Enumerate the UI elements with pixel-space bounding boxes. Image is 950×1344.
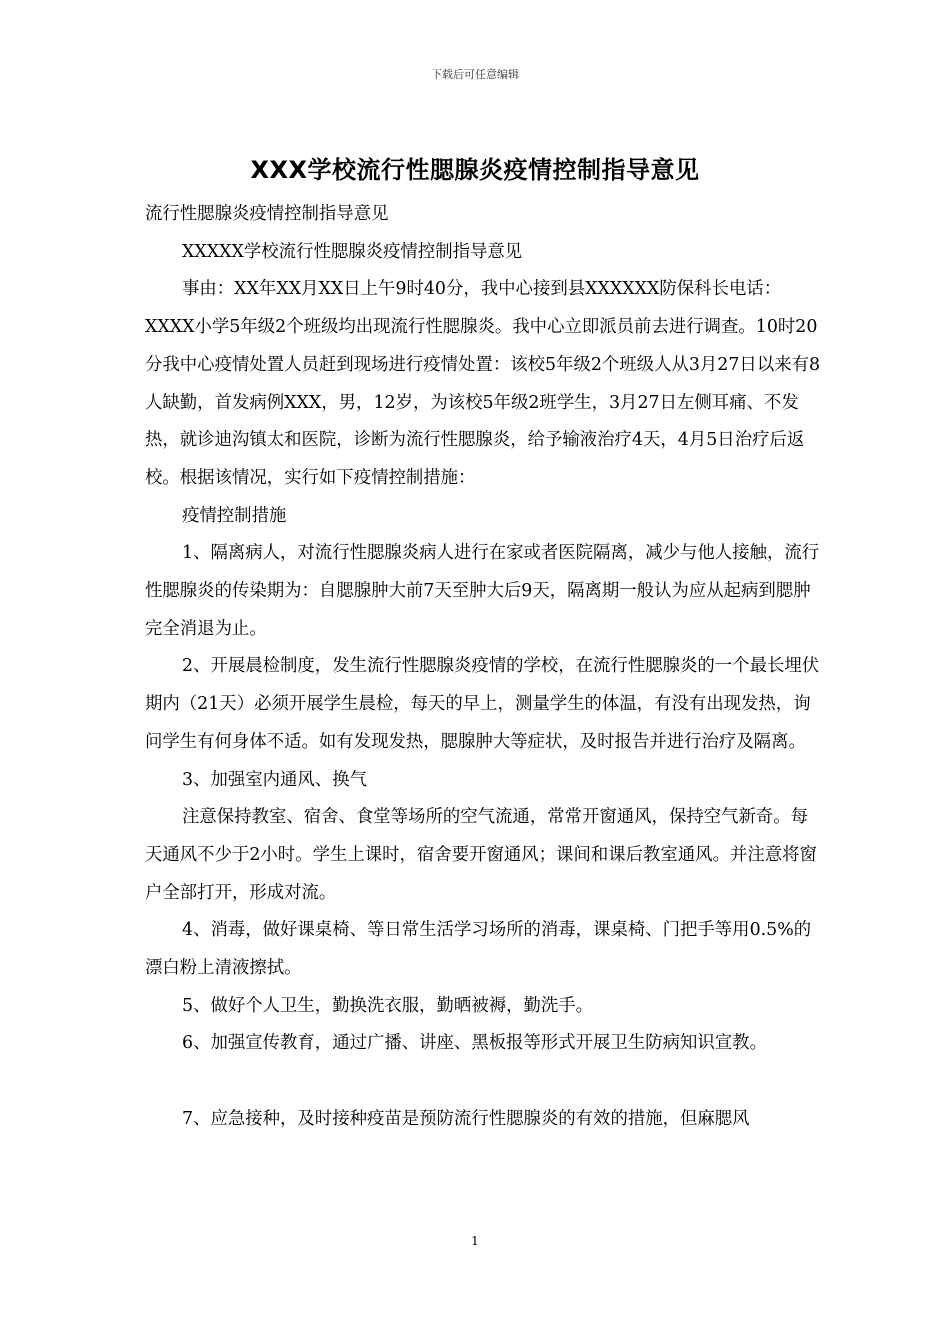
paragraph-incident: 事由：XX年XX月XX日上午9时40分，我中心接到县XXXXXX防保科长电话：XXXX小学5年级2个班级均出现流行性腮腺炎。我中心立即派员前去进行调查。10时20分我中心疫情处置人员赶到现场进行疫情处置：该校5年级2个班级人从3月27日以来有8人缺勤，首发病例XXX，男，12岁，为该校5年级2班学生，3月27日左侧耳痛、不发热，就诊迪沟镇太和医院，诊断为流行性腮腺炎，给予输液治疗4天，4月5日治疗后返校。根据该情况，实行如下疫情控制措施： — [145, 279, 821, 488]
page-number: 1 — [471, 1234, 479, 1248]
paragraph-measure-7: 7、应急接种，及时接种疫苗是预防流行性腮腺炎的有效的措施，但麻腮风 — [182, 1108, 750, 1129]
paragraph-measure-4: 4、消毒，做好课桌椅、等日常生活学习场所的消毒，课桌椅、门把手等用0.5%的漂白粉上清液擦拭。 — [145, 920, 812, 979]
paragraph-measure-6: 6、加强宣传教育，通过广播、讲座、黑板报等形式开展卫生防病知识宣教。 — [182, 1033, 767, 1054]
paragraph-measure-1: 1、隔离病人，对流行性腮腺炎病人进行在家或者医院隔离，减少与他人接触，流行性腮腺炎的传染期为：自腮腺肿大前7天至肿大后9天，隔离期一般认为应从起病到腮肿完全消退为止。 — [145, 543, 820, 639]
document-title: XXX学校流行性腮腺炎疫情控制指导意见 — [250, 156, 700, 184]
header-note: 下载后可任意编辑 — [431, 68, 519, 81]
paragraph-measure-2: 2、开展晨检制度，发生流行性腮腺炎疫情的学校，在流行性腮腺炎的一个最长埋伏期内（21天）必须开展学生晨检，每天的早上，测量学生的体温，有没有出现发热，询问学生有何身体不适。如有发现发热，腮腺肿大等症状，及时报告并进行治疗及隔离。 — [145, 656, 820, 752]
paragraph-measure-5: 5、做好个人卫生，勤换洗衣服，勤晒被褥，勤洗手。 — [182, 995, 594, 1016]
paragraph-subtitle: 流行性腮腺炎疫情控制指导意见 — [145, 204, 389, 224]
paragraph-school-title: XXXXX学校流行性腮腺炎疫情控制指导意见 — [182, 241, 523, 262]
paragraph-measure-3: 3、加强室内通风、换气 — [182, 769, 367, 790]
document-body — [145, 196, 825, 1139]
paragraph-measures-heading: 疫情控制措施 — [182, 505, 287, 526]
blank-line — [145, 1063, 825, 1101]
paragraph-ventilation: 注意保持教室、宿舍、食堂等场所的空气流通，常常开窗通风，保持空气新奇。每天通风不少于2小时。学生上课时，宿舍要开窗通风；课间和课后教室通风。并注意将窗户全部打开，形成对流。 — [145, 807, 817, 903]
